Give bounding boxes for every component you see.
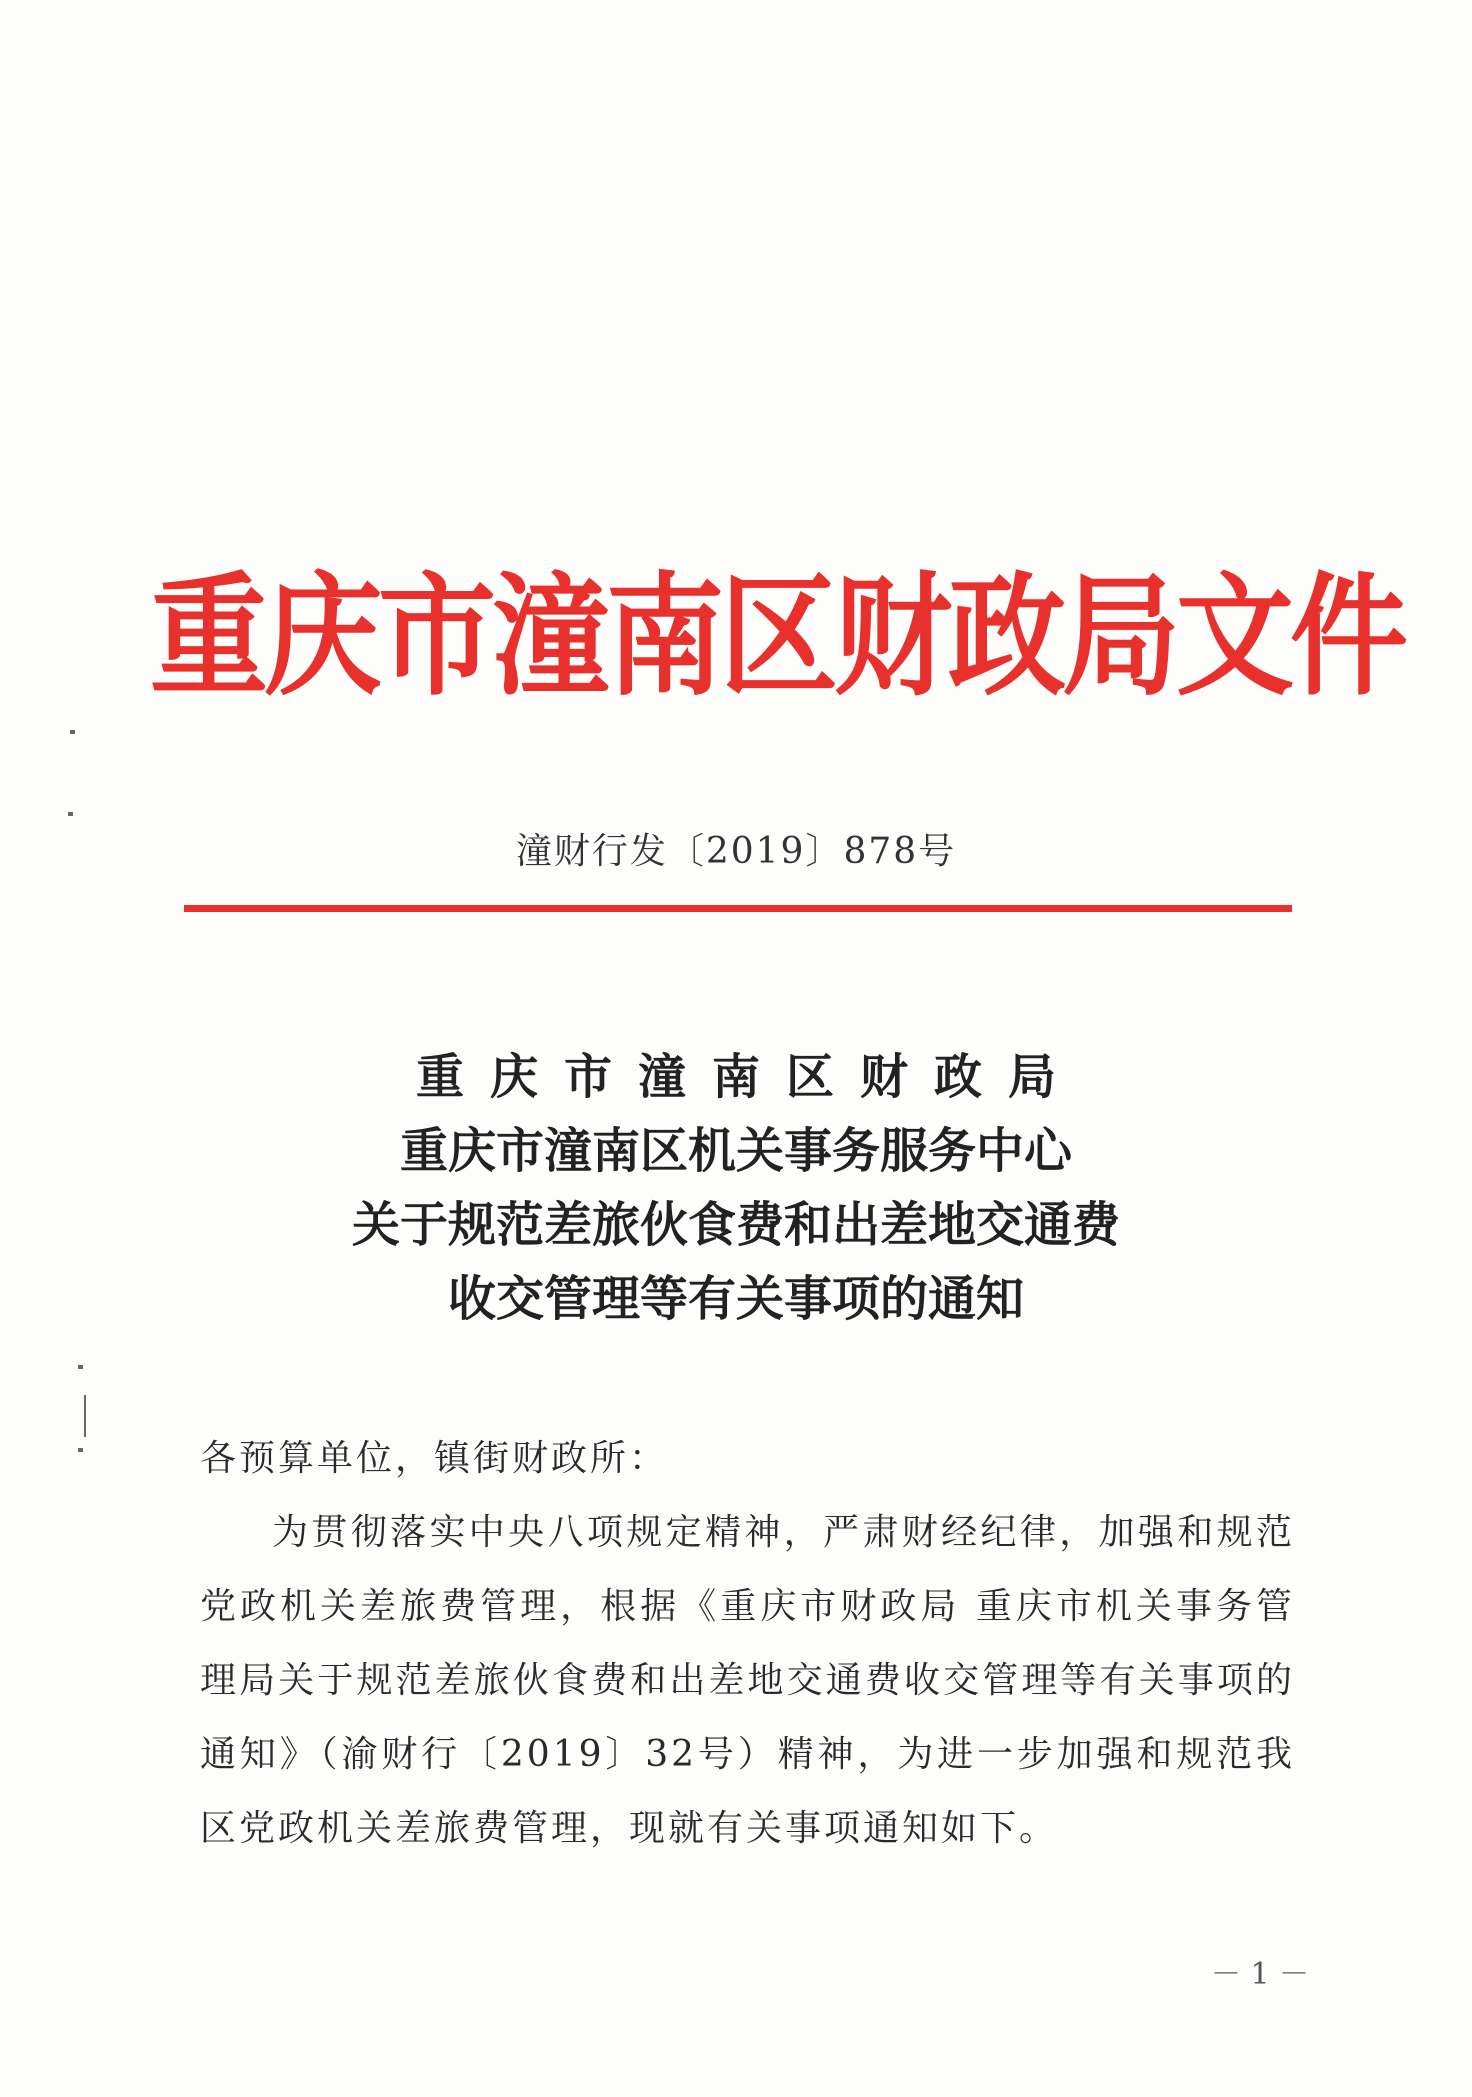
red-divider-line — [184, 905, 1292, 912]
title-line-issuer-1: 重庆市潼南区财政局 — [415, 1049, 1082, 1105]
document-number: 潼财行发〔2019〕878号 — [515, 831, 957, 872]
scan-speck — [68, 812, 73, 816]
scan-speck — [70, 730, 75, 734]
notice-title — [200, 1040, 1272, 1336]
scan-speck — [84, 1395, 86, 1437]
title-line-subject-1: 关于规范差旅伙食费和出差地交通费 — [351, 1197, 1120, 1253]
scan-speck — [78, 1448, 83, 1452]
body-paragraph: 为贯彻落实中央八项规定精神，严肃财经纪律，加强和规范党政机关差旅费管理，根据《重庆市财政局 重庆市机关事务管理局关于规范差旅伙食费和出差地交通费收交管理等有关事项的通知》（渝财行〔2019〕32号）精神，为进一步加强和规范我区党政机关差旅费管理，现就有关事项通知如下。 — [200, 1512, 1295, 1849]
title-line-subject-2: 收交管理等有关事项的通知 — [447, 1271, 1024, 1327]
page-number: － 1 － — [1210, 1957, 1310, 1992]
salutation: 各预算单位，镇街财政所： — [200, 1438, 669, 1479]
notice-body — [200, 1422, 1295, 1866]
masthead-title: 重庆市潼南区财政局文件 — [150, 559, 1405, 714]
title-line-issuer-2: 重庆市潼南区机关事务服务中心 — [399, 1123, 1072, 1179]
scan-speck — [78, 1365, 83, 1369]
